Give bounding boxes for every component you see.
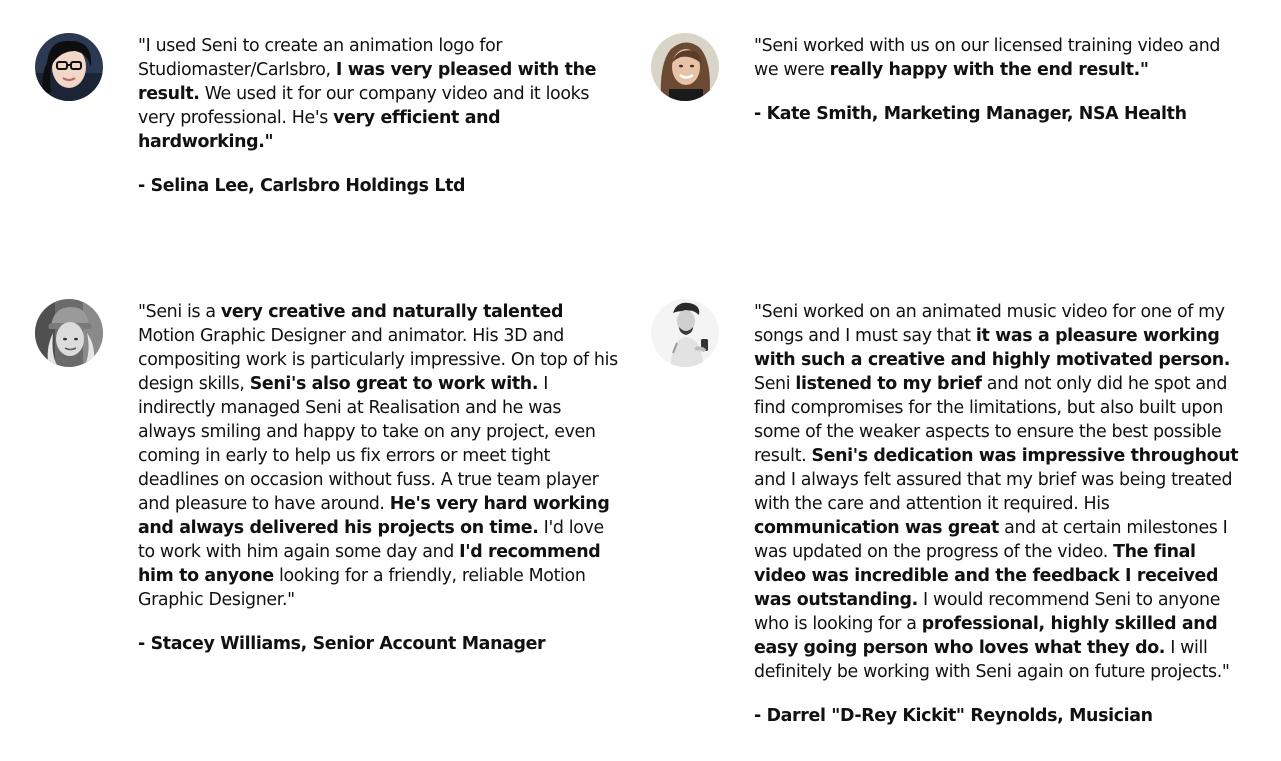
quote-highlight: really happy with the end result." — [829, 60, 1149, 80]
quote-highlight: Seni's dedication was impressive throughout — [811, 446, 1239, 466]
quote-text: Seni — [754, 374, 796, 394]
quote-highlight: I was very pleased with the result. — [138, 60, 597, 104]
quote-text: looking for a friendly, reliable Motion Graphic Designer." — [138, 566, 586, 610]
testimonial-card — [35, 299, 635, 656]
avatar-darrel-reynolds-icon — [651, 299, 719, 367]
quote-highlight: it was a pleasure working with such a creative and highly motivated person. — [754, 326, 1231, 370]
quote-highlight: very creative and naturally talented — [220, 302, 564, 322]
quote-text: and at certain milestones I was updated on the progress of the video. — [754, 518, 1228, 562]
testimonial-quote — [754, 300, 1244, 684]
quote-text: "Seni worked on an animated music video for one of my songs and I must say that — [754, 302, 1225, 346]
quote-text: I would recommend Seni to anyone who is looking for a — [754, 590, 1221, 634]
avatar-selina-lee-icon — [35, 33, 103, 101]
quote-text: "Seni is a — [138, 302, 221, 322]
quote-highlight: very efficient and hardworking." — [138, 108, 501, 152]
testimonial-card — [35, 33, 635, 198]
testimonial-quote — [754, 34, 1244, 82]
testimonial-author: - Stacey Williams, Senior Account Manager — [138, 634, 546, 654]
quote-highlight: professional, highly skilled and easy going person who loves what they do. — [754, 614, 1218, 658]
quote-text: and I always felt assured that my brief was being treated with the care and attention it required. His — [754, 470, 1233, 514]
testimonial-card — [651, 299, 1251, 728]
quote-text: We used it for our company video and it looks very professional. He's — [138, 84, 590, 128]
quote-text: "I used Seni to create an animation logo for Studiomaster/Carlsbro, — [138, 36, 503, 80]
testimonial-author: - Kate Smith, Marketing Manager, NSA Health — [754, 104, 1187, 124]
testimonial-author: - Darrel "D-Rey Kickit" Reynolds, Musician — [754, 706, 1153, 726]
quote-text: Motion Graphic Designer and animator. His 3D and compositing work is particularly impressive. On top of his design skills, — [138, 326, 618, 394]
quote-highlight: He's very hard working and always delivered his projects on time. — [138, 494, 610, 538]
quote-text: I will definitely be working with Seni again on future projects." — [754, 638, 1230, 682]
quote-highlight: I'd recommend him to anyone — [138, 542, 601, 586]
testimonial-card — [651, 33, 1251, 126]
quote-text: "Seni worked with us on our licensed training video and we were — [754, 36, 1221, 80]
quote-highlight: listened to my brief — [795, 374, 982, 394]
quote-highlight: communication was great — [754, 518, 999, 538]
quote-text: I'd love to work with him again some day and — [138, 518, 604, 562]
avatar-stacey-williams-icon — [35, 299, 103, 367]
quote-text: and not only did he spot and find compromises for the limitations, but also built upon some of the weaker aspects to ensure the best possible result. — [754, 374, 1228, 466]
testimonial-quote — [138, 34, 623, 154]
quote-highlight: The final video was incredible and the feedback I received was outstanding. — [754, 542, 1219, 610]
testimonial-quote — [138, 300, 623, 612]
testimonial-author: - Selina Lee, Carlsbro Holdings Ltd — [138, 176, 466, 196]
quote-highlight: Seni's also great to work with. — [249, 374, 539, 394]
quote-text: I indirectly managed Seni at Realisation and he was always smiling and happy to take on any project, even coming in early to help us fix errors or meet tight deadlines on occasion without fuss. A true team player and pleasure to have around. — [138, 374, 599, 514]
avatar-kate-smith-icon — [651, 33, 719, 101]
